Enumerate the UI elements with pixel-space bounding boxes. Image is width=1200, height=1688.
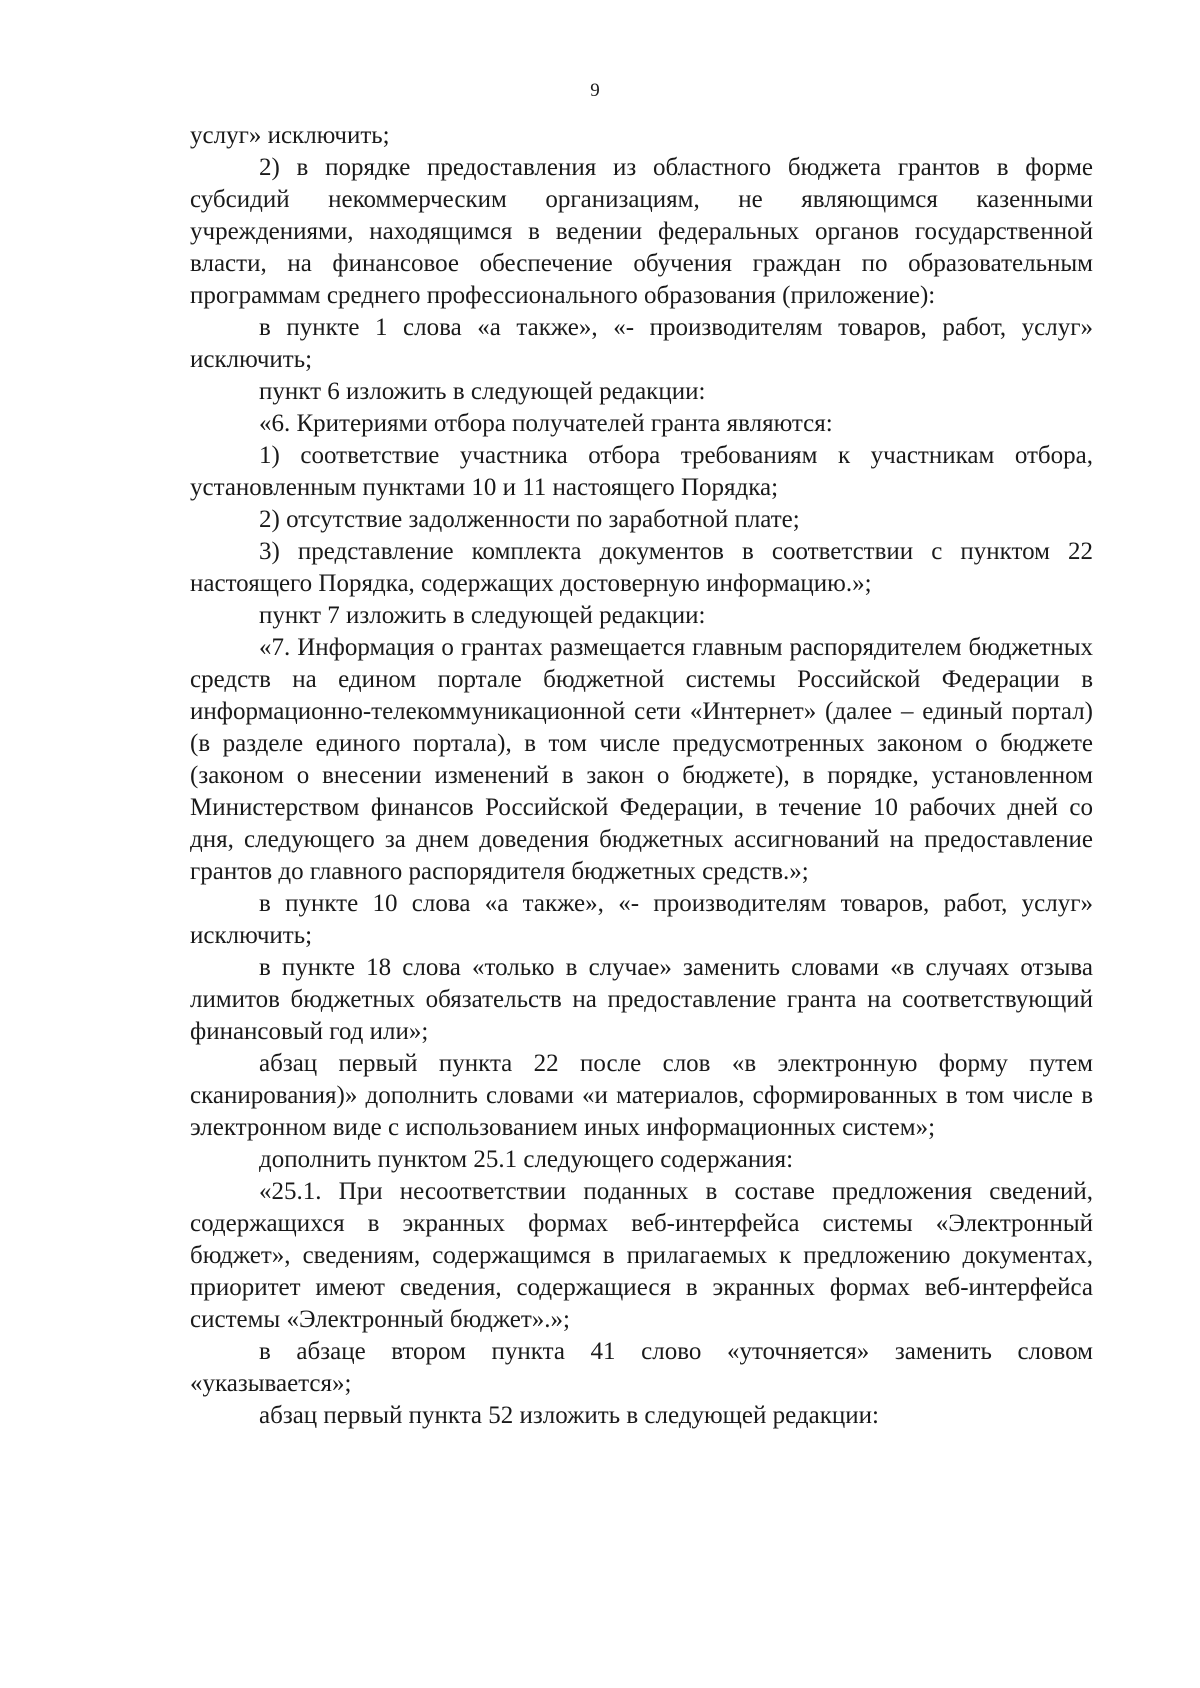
- paragraph: 2) в порядке предоставления из областного бюджета грантов в форме субсидий некоммерческим организациям, не являющимся казенными учреждениями, находящимся в ведении федеральных органов государственной власти, на финансовое обеспечение обучения граждан по образовательным программам среднего профессионального образования (приложение):: [190, 154, 1093, 309]
- paragraph: в пункте 1 слова «а также», «- производителям товаров, работ, услуг» исключить;: [190, 314, 1093, 373]
- paragraph: услуг» исключить;: [190, 122, 390, 149]
- page-number: 9: [590, 80, 600, 101]
- paragraph: «25.1. При несоответствии поданных в составе предложения сведений, содержащихся в экранных формах веб-интерфейса системы «Электронный бюджет», сведениям, содержащимся в прилагаемых к предложению документах, приоритет имеют сведения, содержащиеся в экранных формах веб-интерфейса системы «Электронный бюджет».»;: [190, 1178, 1093, 1333]
- paragraph: пункт 6 изложить в следующей редакции:: [259, 378, 706, 405]
- paragraph: «6. Критериями отбора получателей гранта являются:: [259, 410, 833, 437]
- paragraph: пункт 7 изложить в следующей редакции:: [259, 602, 706, 629]
- paragraph: в пункте 18 слова «только в случае» заменить словами «в случаях отзыва лимитов бюджетных обязательств на предоставление гранта на соответствующий финансовый год или»;: [190, 954, 1093, 1045]
- paragraph: в пункте 10 слова «а также», «- производителям товаров, работ, услуг» исключить;: [190, 890, 1093, 949]
- paragraph: в абзаце втором пункта 41 слово «уточняется» заменить словом «указывается»;: [190, 1338, 1093, 1397]
- document-body: [190, 120, 1093, 1432]
- paragraph: «7. Информация о грантах размещается главным распорядителем бюджетных средств на едином портале бюджетной системы Российской Федерации в информационно-телекоммуникационной сети «Интернет» (далее – единый портал) (в разделе единого портала), в том числе предусмотренных законом о бюджете (законом о внесении изменений в закон о бюджете), в порядке, установленном Министерством финансов Российской Федерации, в течение 10 рабочих дней со дня, следующего за днем доведения бюджетных ассигнований на предоставление грантов до главного распорядителя бюджетных средств.»;: [190, 634, 1093, 885]
- paragraph: 2) отсутствие задолженности по заработной плате;: [259, 506, 800, 533]
- paragraph: 3) представление комплекта документов в соответствии с пунктом 22 настоящего Порядка, содержащих достоверную информацию.»;: [190, 538, 1093, 597]
- paragraph: дополнить пунктом 25.1 следующего содержания:: [259, 1146, 794, 1173]
- paragraph: 1) соответствие участника отбора требованиям к участникам отбора, установленным пунктами 10 и 11 настоящего Порядка;: [190, 442, 1093, 501]
- paragraph: абзац первый пункта 52 изложить в следующей редакции:: [259, 1402, 879, 1429]
- paragraph: абзац первый пункта 22 после слов «в электронную форму путем сканирования)» дополнить словами «и материалов, сформированных в том числе в электронном виде с использованием иных информационных систем»;: [190, 1050, 1093, 1141]
